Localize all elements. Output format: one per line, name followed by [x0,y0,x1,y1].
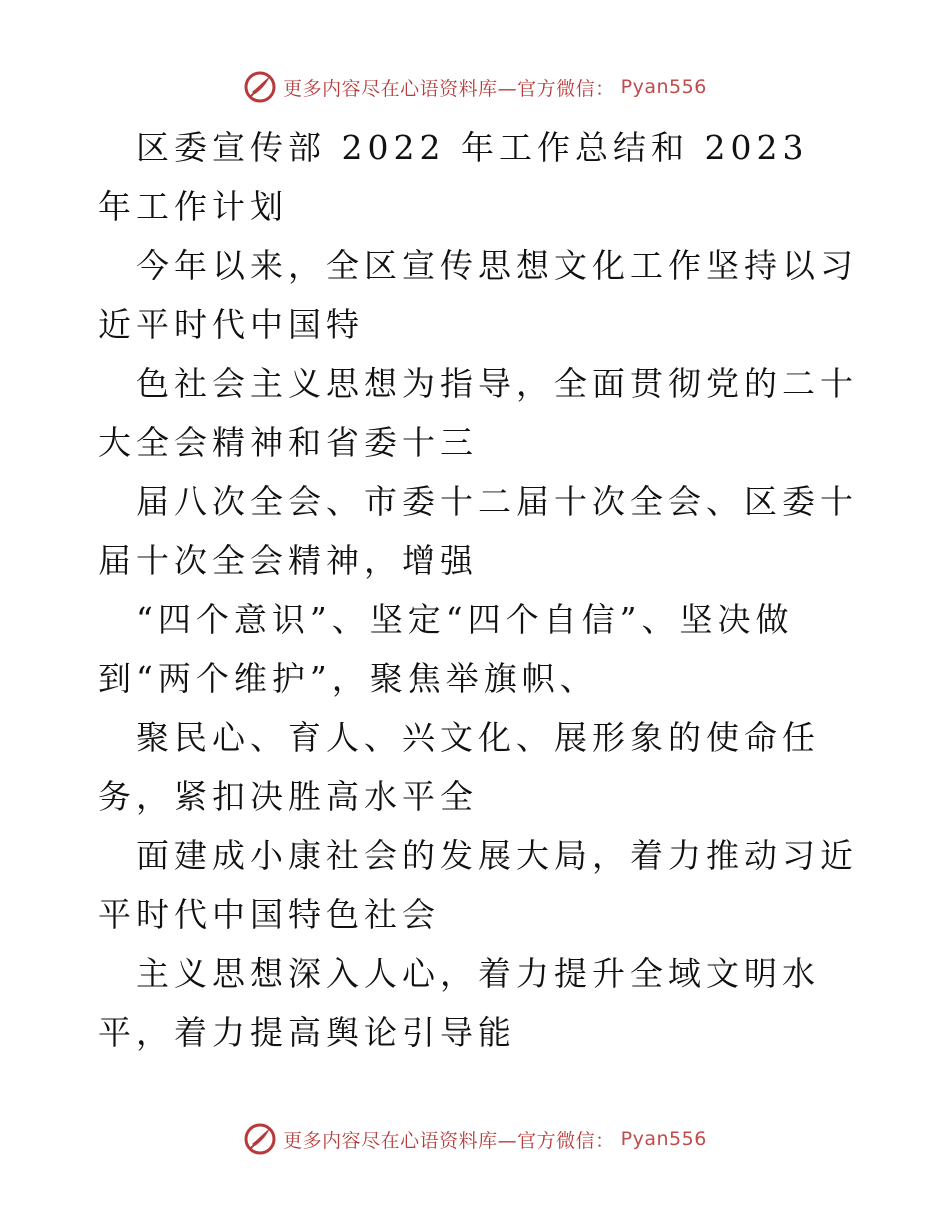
paragraph-2: 色社会主义思想为指导，全面贯彻党的二十大全会精神和省委十三 [98,364,858,462]
header-watermark-banner [0,70,950,104]
document-body [98,118,858,1062]
footer-wechat-id: Pyan556 [620,1128,707,1150]
quill-logo-icon [243,70,277,104]
header-wechat-id: Pyan556 [620,76,707,98]
quill-logo-icon [243,1122,277,1156]
paragraph-1: 今年以来，全区宣传思想文化工作坚持以习近平时代中国特 [98,246,858,344]
paragraph-4: “四个意识”、坚定“四个自信”、坚决做到“两个维护”，聚焦举旗帜、 [98,600,794,698]
header-banner-text: 更多内容尽在心语资料库—官方微信： [283,77,615,100]
paragraph-3: 届八次全会、市委十二届十次全会、区委十届十次全会精神，增强 [98,482,858,580]
paragraph-6: 面建成小康社会的发展大局，着力推动习近平时代中国特色社会 [98,836,858,934]
paragraph-7: 主义思想深入人心，着力提升全域文明水平，着力提高舆论引导能 [98,954,820,1052]
paragraph-5: 聚民心、育人、兴文化、展形象的使命任务，紧扣决胜高水平全 [98,718,820,816]
document-title: 区委宣传部 2022 年工作总结和 2023 年工作计划 [98,128,824,226]
footer-banner-text: 更多内容尽在心语资料库—官方微信： [283,1129,615,1152]
footer-watermark-banner [0,1122,950,1156]
